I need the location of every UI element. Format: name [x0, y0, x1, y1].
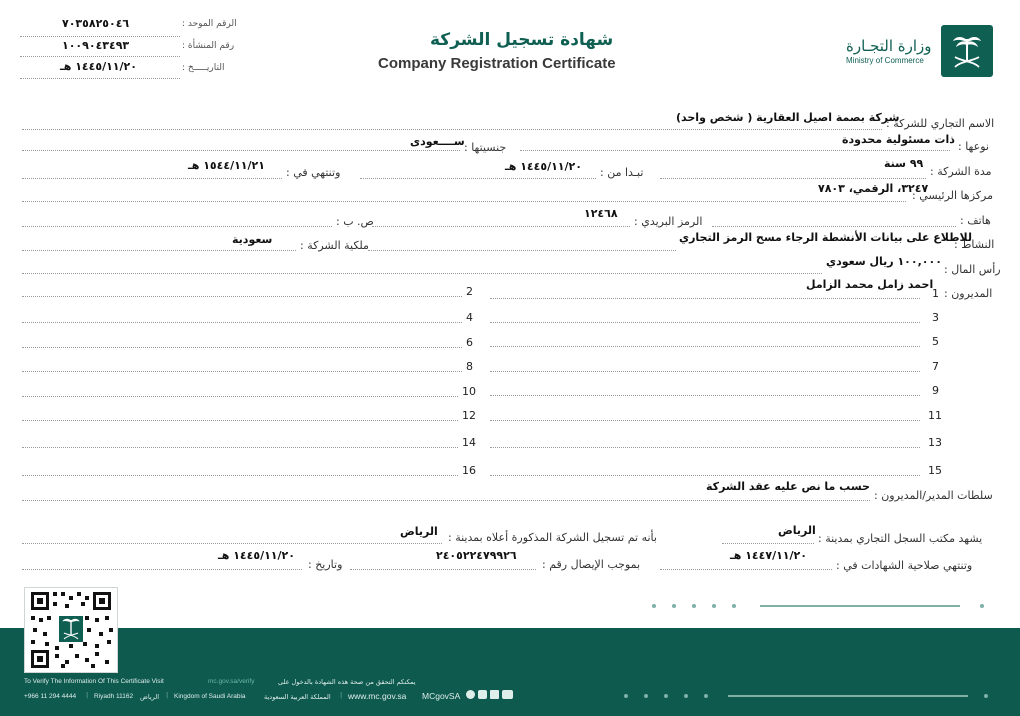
receipt-number: ٢٤٠٥٢٢٤٧٩٩٢٦ — [436, 549, 517, 562]
footer-website[interactable]: www.mc.gov.sa — [348, 691, 407, 701]
dotted-line — [490, 298, 920, 299]
dotted-line — [350, 569, 536, 570]
company-type-value: ذات مسئولية محدودة — [842, 133, 955, 146]
decor-dot — [664, 694, 668, 698]
dotted-line — [22, 150, 460, 151]
manager-number: 15 — [928, 464, 942, 477]
office-city-label: يشهد مكتب السجل التجاري بمدينة : — [818, 532, 983, 545]
verify-text-arabic: يمكنكم التحقق من صحة هذه الشهادة بالدخول على — [278, 678, 416, 686]
dotted-line — [22, 500, 870, 501]
decor-dot — [984, 694, 988, 698]
facility-number: ١٠٠٩٠٤٣٤٩٣ — [62, 39, 130, 52]
trade-name-value: شركة بصمة اصيل العقارية ( شخص واحد) — [676, 111, 900, 124]
dotted-line — [372, 226, 630, 227]
end-date-value: ١٥٤٤/١١/٢١ هـ — [188, 159, 265, 172]
nationality-value: ســــعودى — [410, 135, 465, 148]
verify-link[interactable]: mc.gov.sa/verify — [208, 678, 255, 685]
duration-label: مدة الشركة : — [930, 165, 992, 178]
footer-phone: +966 11 294 4444 — [24, 693, 77, 700]
manager-number: 1 — [932, 287, 939, 300]
activity-label: النشاط : — [954, 238, 995, 251]
separator: | — [166, 691, 169, 699]
receipt-date-label: وتاريخ : — [308, 558, 343, 571]
postal-code-value: ١٢٤٦٨ — [584, 207, 618, 220]
po-box-label: ص. ب : — [336, 215, 374, 228]
decor-dot — [980, 604, 984, 608]
dotted-line — [22, 296, 462, 297]
headquarters-value: ٣٢٤٧، الرقمي، ٧٨٠٣ — [818, 182, 929, 195]
dotted-line — [368, 250, 676, 251]
dotted-line — [22, 129, 882, 130]
qr-code[interactable] — [24, 587, 118, 673]
separator: | — [340, 691, 343, 699]
decor-dot — [644, 694, 648, 698]
dotted-line — [490, 346, 920, 347]
decor-dot — [652, 604, 656, 608]
company-type-label: نوعها : — [958, 140, 989, 153]
manager-number: 4 — [466, 311, 473, 324]
manager-number: 2 — [466, 285, 473, 298]
decor-dot — [712, 604, 716, 608]
phone-label: هاتف : — [960, 214, 991, 227]
ownership-label: ملكية الشركة : — [300, 239, 369, 252]
dotted-line — [22, 178, 282, 179]
dotted-line — [22, 396, 458, 397]
unified-number-label: الرقم الموحد : — [182, 19, 237, 29]
manager-number: 14 — [462, 436, 476, 449]
registered-city-label: بأنه تم تسجيل الشركة المذكورة أعلاه بمدينة : — [448, 531, 657, 544]
manager-number: 9 — [932, 384, 939, 397]
dotted-line — [490, 395, 920, 396]
dotted-line — [490, 371, 920, 372]
office-city-value: الرياض — [778, 524, 816, 537]
issue-date: ١٤٤٥/١١/٢٠ هـ — [60, 60, 137, 73]
footer-country-english: Kingdom of Saudi Arabia — [174, 693, 246, 700]
decor-dot — [624, 694, 628, 698]
snapchat-icon[interactable] — [466, 690, 475, 699]
ministry-name-arabic: وزارة التجـارة — [846, 37, 932, 55]
facebook-icon[interactable] — [478, 690, 487, 699]
dotted-line — [20, 56, 180, 57]
title-english: Company Registration Certificate — [378, 55, 616, 72]
decor-dot — [684, 694, 688, 698]
verify-text-english: To Verify The Information Of This Certificate Visit — [24, 678, 164, 685]
dotted-line — [722, 543, 814, 544]
dotted-line — [20, 78, 180, 79]
decor-dot — [692, 604, 696, 608]
ownership-value: سعودية — [232, 233, 273, 246]
dotted-line — [490, 322, 920, 323]
headquarters-label: مركزها الرئيسي : — [912, 189, 993, 202]
manager-1-name: احمد زامل محمد الزامل — [806, 278, 934, 291]
dotted-line — [660, 569, 832, 570]
dotted-line — [490, 420, 920, 421]
nationality-label: جنسيتها : — [464, 141, 507, 154]
dotted-line — [22, 322, 462, 323]
youtube-icon[interactable] — [502, 690, 513, 699]
separator: | — [86, 691, 89, 699]
manager-authority-label: سلطات المدير/المديرون : — [874, 489, 993, 502]
manager-number: 12 — [462, 409, 476, 422]
x-twitter-icon[interactable] — [490, 690, 499, 699]
dotted-line — [20, 36, 180, 37]
footer-country-arabic: المملكة العربية السعودية — [264, 693, 331, 701]
manager-number: 3 — [932, 311, 939, 324]
registered-city-value: الرياض — [400, 525, 438, 538]
manager-number: 11 — [928, 409, 942, 422]
validity-label: وتنتهي صلاحية الشهادات في : — [836, 559, 973, 572]
facility-number-label: رقم المنشأة : — [182, 41, 235, 51]
manager-number: 6 — [466, 336, 473, 349]
footer-city-english: Riyadh 11162 — [94, 693, 134, 700]
end-date-label: وتنتهي في : — [286, 166, 341, 179]
unified-number: ٧٠٣٥٨٢٥٠٤٦ — [62, 17, 130, 30]
issue-date-label: التاريـــــخ : — [182, 63, 225, 73]
dotted-line — [22, 201, 906, 202]
decor-dot — [672, 604, 676, 608]
footer-handle: MCgovSA — [422, 691, 461, 701]
title-arabic: شهادة تسجيل الشركة — [430, 30, 614, 50]
ministry-emblem-icon — [941, 25, 993, 77]
dotted-line — [360, 178, 596, 179]
dotted-line — [22, 569, 302, 570]
dotted-line — [22, 543, 442, 544]
decor-line — [760, 605, 960, 607]
manager-number: 7 — [932, 360, 939, 373]
dotted-line — [712, 226, 956, 227]
manager-authority-value: حسب ما نص عليه عقد الشركة — [706, 480, 870, 493]
manager-number: 16 — [462, 464, 476, 477]
validity-date: ١٤٤٧/١١/٢٠ هـ — [730, 549, 807, 562]
decor-dot — [732, 604, 736, 608]
dotted-line — [660, 178, 926, 179]
dotted-line — [22, 273, 822, 274]
manager-number: 8 — [466, 360, 473, 373]
manager-number: 13 — [928, 436, 942, 449]
manager-number: 10 — [462, 385, 476, 398]
dotted-line — [22, 447, 458, 448]
trade-name-label: الاسم التجاري للشركة : — [886, 117, 995, 130]
decor-dot — [704, 694, 708, 698]
dotted-line — [22, 250, 296, 251]
duration-value: ٩٩ سنة — [884, 157, 924, 170]
start-date-value: ١٤٤٥/١١/٢٠ هـ — [505, 160, 582, 173]
decor-line — [728, 695, 968, 697]
capital-value: ١٠٠,٠٠٠ ريال سعودي — [826, 255, 942, 268]
managers-label: المديرون : — [944, 287, 993, 300]
capital-label: رأس المال : — [944, 263, 1001, 276]
postal-code-label: الرمز البريدي : — [634, 215, 703, 228]
activity-value: للاطلاع على بيانات الأنشطة الرجاء مسح الرمز التجاري — [679, 231, 973, 244]
dotted-line — [22, 226, 332, 227]
dotted-line — [22, 371, 462, 372]
dotted-line — [490, 447, 920, 448]
dotted-line — [22, 475, 458, 476]
start-date-label: تبـدا من : — [600, 166, 644, 179]
dotted-line — [490, 475, 920, 476]
ministry-name-english: Ministry of Commerce — [846, 56, 924, 65]
footer-city-arabic: الرياض — [140, 693, 160, 701]
receipt-label: بموجب الإيصال رقم : — [542, 558, 641, 571]
dotted-line — [22, 347, 462, 348]
manager-number: 5 — [932, 335, 939, 348]
footer-band — [0, 628, 1020, 716]
dotted-line — [520, 150, 950, 151]
receipt-date: ١٤٤٥/١١/٢٠ هـ — [218, 549, 295, 562]
dotted-line — [22, 420, 458, 421]
